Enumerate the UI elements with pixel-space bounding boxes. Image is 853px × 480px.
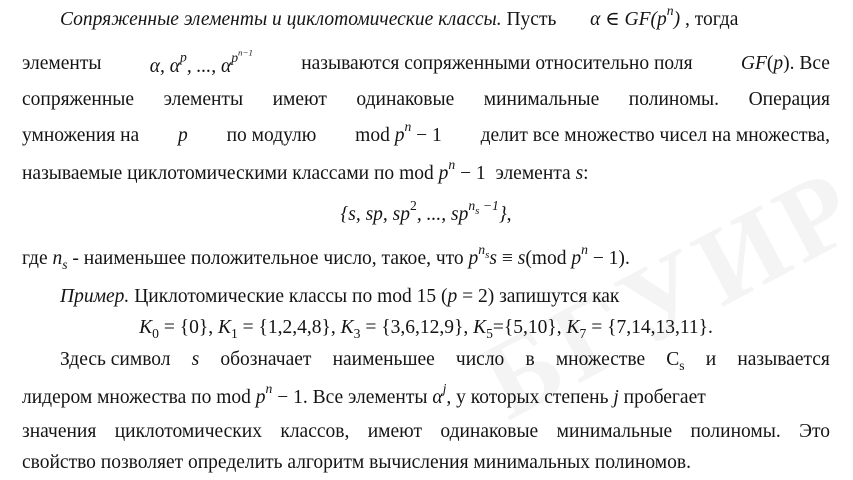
text-probegaet: пробегает [623,387,706,408]
section-heading: Сопряженные элементы и циклотомические классы. [60,9,502,30]
text-gde: где [22,248,48,269]
text-line-13: свойство позволяет определить алгоритм вычисления минимальных полиномов. [22,452,691,473]
formula-alpha-in-gf: α ∈ $GF(p^n)$ [590,2,681,30]
line-8: Пример. Циклотомические классы по mod 15 (p = 2) запишутся как [60,286,620,307]
symbol-ns: $n_s$ [52,248,68,272]
classes-line: $K_0 = \{0\}$, $K_1 = \{1,2,4,8\}$, $K_3 = \{3,6,12,9\}$, $K_5=\{5,10\}$, $K_7 = \{7,14,13,11\}$. [139,317,713,341]
word-pusty: Пусть [506,9,557,30]
word-elementy: элементы [22,53,102,74]
colon: : [583,163,589,184]
formula-alpha-j: $\alpha^j$ [432,380,447,408]
period: . [624,248,630,269]
line-7 [22,241,830,272]
text-zdes-simvol: Здесь символ [60,349,171,370]
text-oboznachaet: обозначает [220,349,312,370]
symbol-j: j [613,387,619,408]
symbol-s: s [575,163,584,184]
text-vse-elementy: . Все элементы [302,387,428,408]
line-11 [22,380,830,410]
line-12 [22,420,830,444]
text-naimenshee: - наименьшее положительное число, такое, что [72,248,464,269]
formula-congruence: $p^{n_s}s \equiv s(mod$ $p^n - 1$) [468,241,625,269]
text-u-kotoryh: , у которых степень [446,387,609,408]
formula-mod-pn-1-b: mod $p^n - 1$ [399,156,486,184]
word-togda: , тогда [685,9,739,30]
symbol-p: p [178,125,188,146]
line-4 [22,118,830,148]
p-equals-2: p [447,286,458,307]
text-line-12: значения циклотомических классов, имеют одинаковые минимальные полиномы. Это [22,421,830,442]
text-nazyvaemye: называемые циклотомическими классами по [22,163,395,184]
text-po-modulyu: по модулю [226,125,317,146]
line-5 [22,156,830,186]
text-delit: делит все множество чисел на множества, [480,125,830,146]
text-umnozheniya: умножения на [22,125,140,146]
text-zapishutsya: ) запишутся как [487,286,620,307]
text-liderom: лидером множества по [22,387,212,408]
text-line-3: сопряженные элементы имеют одинаковые минимальные полиномы. Операция [22,89,830,110]
formula-mod-pn-1-c: mod $p^n - 1$ [216,380,303,408]
text-ciklotomicheskie: Циклотомические классы по mod 15 ( [134,286,448,307]
formula-mod-pn-1: mod $p^n - 1$ [355,118,442,146]
symbol-s-2: s [191,349,200,370]
line-10: Здесь символ s обозначает наименьшее число в множестве $C_s$ и называется [60,349,830,373]
line-2 [22,47,830,79]
line-13 [22,451,830,475]
line-3 [22,88,830,112]
text-elementa: элемента [495,163,571,184]
text-nazyvayutsya: называются сопряженными относительно поля [301,53,693,74]
formula-gf-p: GF(p). Все [740,53,830,74]
primer-label: Пример. [60,286,130,307]
set-formula: {s, sp, $sp^2$, ..., $sp^{n_s -1}$}, [340,197,512,225]
line-1 [60,2,830,32]
formula-conjugates: α, $\alpha^p$, ..., $\alpha^{p^{n-1}}$ [149,47,253,77]
